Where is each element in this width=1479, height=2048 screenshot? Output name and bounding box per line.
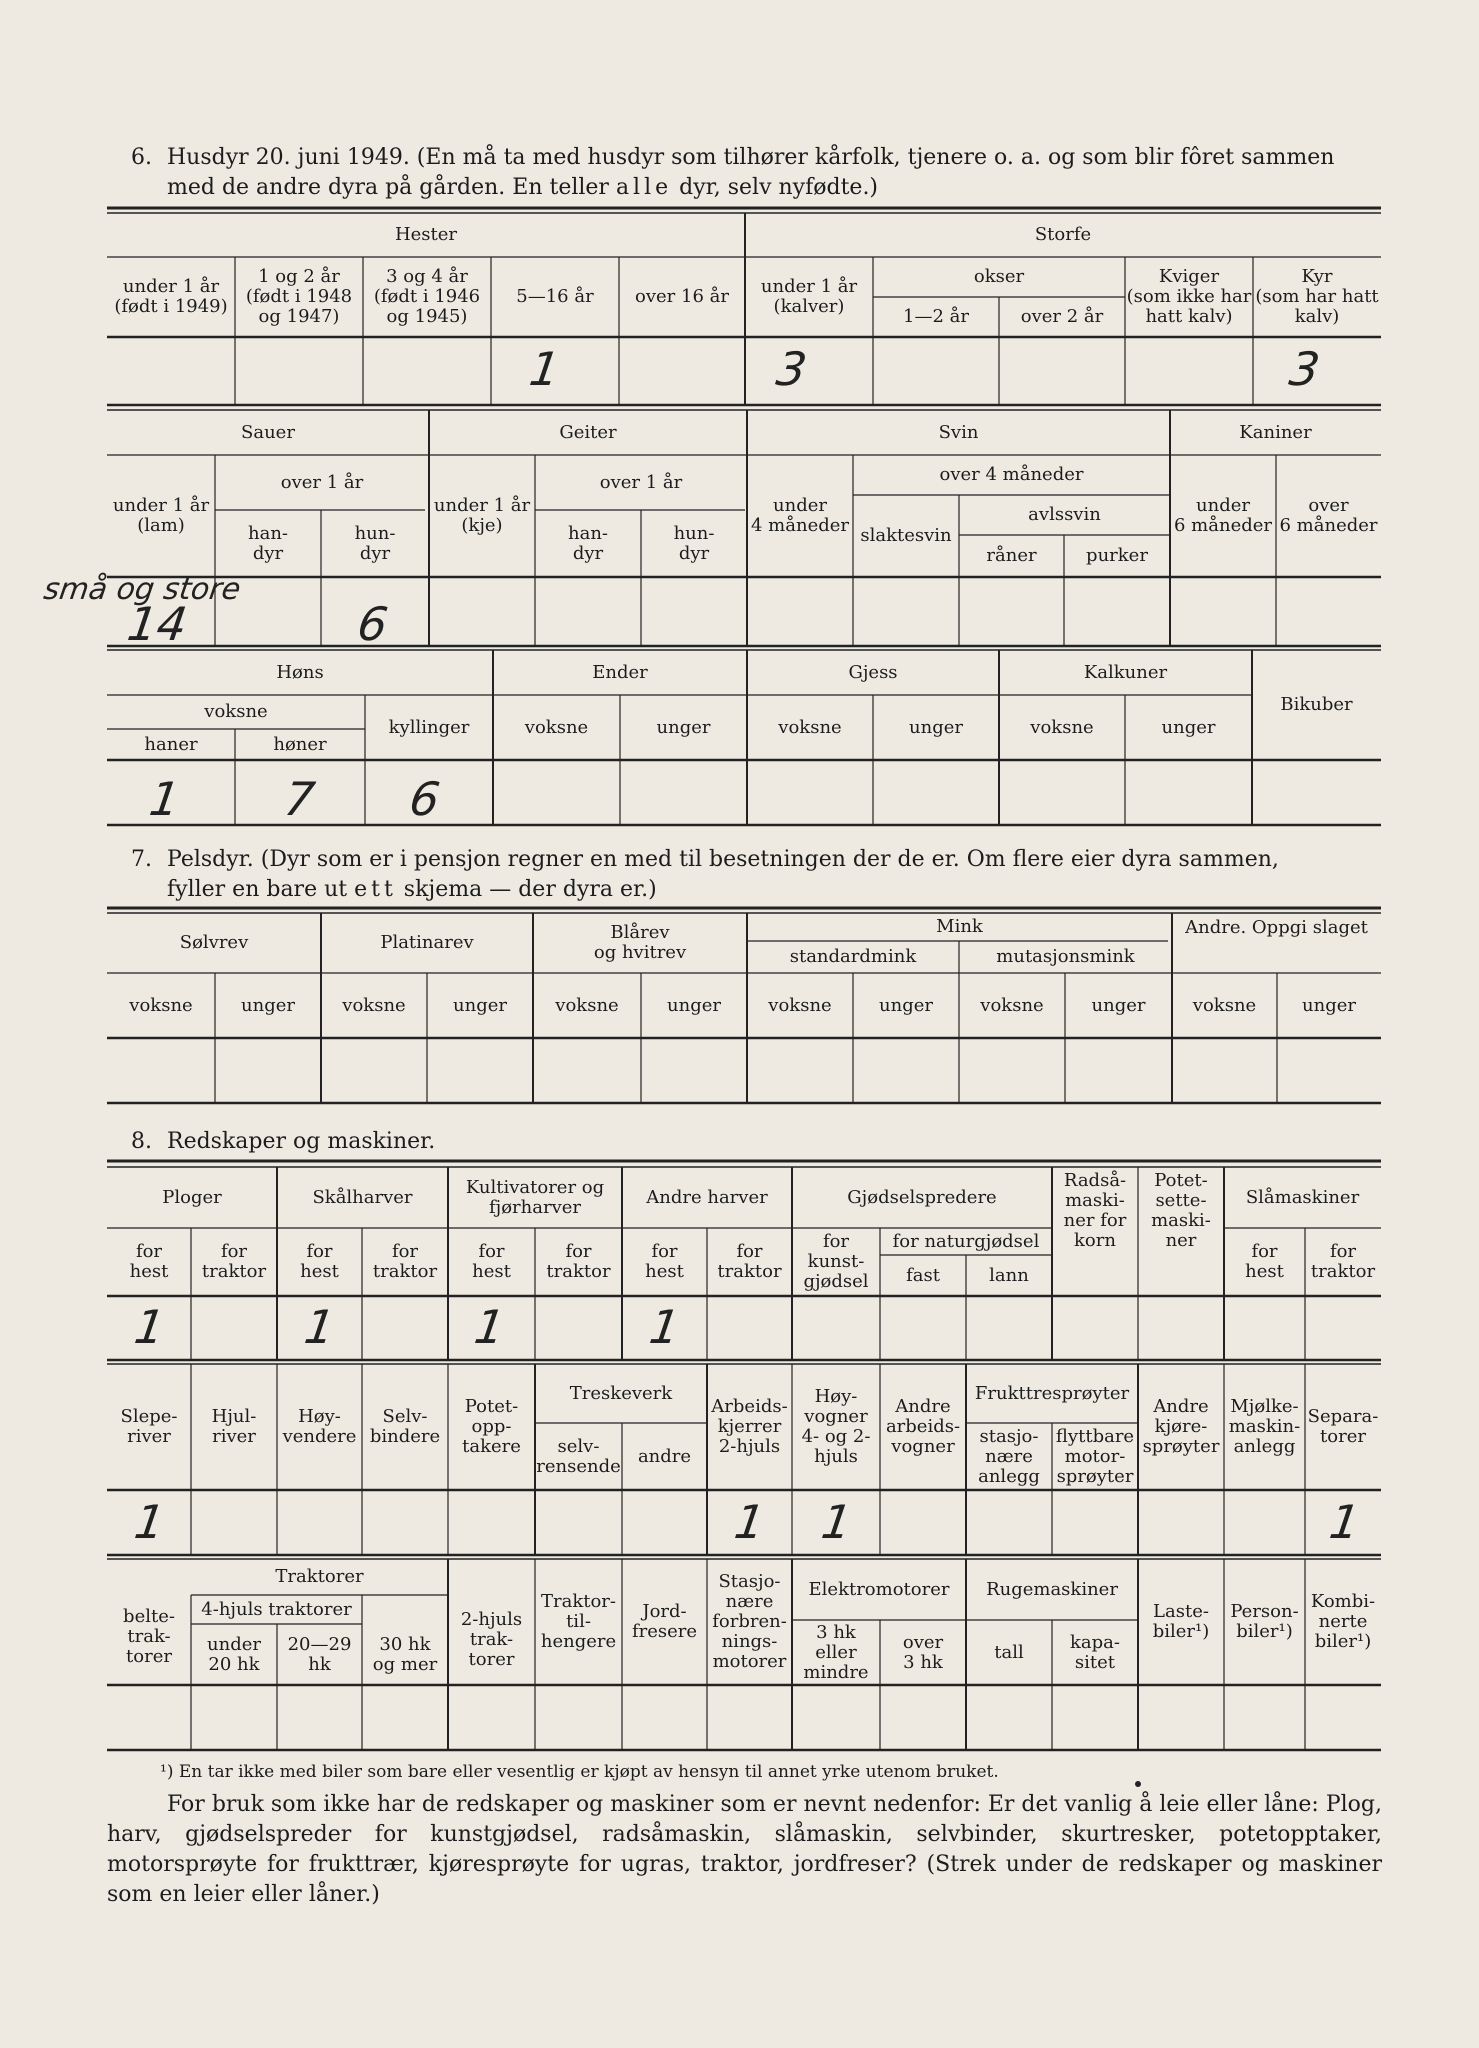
solvrev-header: Sølvrev xyxy=(179,932,249,953)
rental-note: For bruk som ikke har de redskaper og maskiner som er nevnt nedenfor: Er det vanlig å leie eller låne: Plog, harv, gjødselspreder for kunstgjødsel, radsåmaskin, slåmaskin, selvbinder, skurtresker, potetopptaker, motorsprøyte for frukttrær, kjøresprøyte for ugras, traktor, jordfreser? (Strek under de redskaper og maskiner som en leier eller låner.) xyxy=(107,1792,1382,1907)
hons-voksne: voksne xyxy=(204,701,268,722)
platinarev-unger: unger xyxy=(453,994,507,1016)
traktortilhengere-header: Traktor- til- hengere xyxy=(540,1591,617,1652)
frukttresproyter-header: Frukttresprøyter xyxy=(974,1382,1130,1404)
treskeverk-selvrensende: selv- rensende xyxy=(536,1435,621,1477)
hw-sma-og-store: små og store xyxy=(41,572,243,607)
frukt-flyttbare: flyttbare motor- sprøyter xyxy=(1055,1425,1135,1487)
mutasjonsmink-voksne: voksne xyxy=(980,994,1044,1016)
gjodsel-kunst: for kunst- gjødsel xyxy=(803,1231,869,1292)
sauer-lam: under 1 år (lam) xyxy=(112,495,210,536)
treskeverk-header: Treskeverk xyxy=(569,1382,673,1404)
traktor-30-og-mer: 30 hk og mer xyxy=(372,1633,438,1675)
andre-arbeidsvogner-header: Andre arbeids- vogner xyxy=(885,1396,961,1457)
kjoresproyter-header: Andre kjøre- sprøyter xyxy=(1142,1396,1220,1457)
hester-col-1-2: 1 og 2 år (født i 1948 og 1947) xyxy=(245,266,353,327)
gjodsel-fast: fast xyxy=(906,1264,940,1286)
andre-voksne: voksne xyxy=(1192,994,1257,1016)
hw-haner: 1 xyxy=(146,772,184,826)
kaniner-over6: over 6 måneder xyxy=(1279,495,1378,536)
kombinerte-biler-header: Kombi- nerte biler¹) xyxy=(1310,1591,1376,1652)
hw-ploger-hest: 1 xyxy=(131,1300,169,1354)
hw-honer: 7 xyxy=(281,772,319,826)
arbeidskjerrer-header: Arbeids- kjerrer 2-hjuls xyxy=(711,1396,788,1457)
hw-kyllinger: 6 xyxy=(406,772,444,826)
ploger-header: Ploger xyxy=(162,1186,222,1208)
hjul-header: Hjul- river xyxy=(211,1406,257,1447)
rugemaskiner-header: Rugemaskiner xyxy=(986,1578,1118,1600)
section-7-number: 7. xyxy=(131,847,152,872)
sauer-header: Sauer xyxy=(241,421,295,443)
personbiler-header: Person- biler¹) xyxy=(1230,1601,1299,1642)
slamaskiner-hest: for hest xyxy=(1245,1241,1284,1282)
frukt-stasjonaere: stasjo- nære anlegg xyxy=(978,1425,1040,1487)
lastebiler-header: Laste- biler¹) xyxy=(1152,1601,1210,1642)
kultivatorer-traktor: for traktor xyxy=(546,1241,611,1282)
hw-andre-harver-hest: 1 xyxy=(646,1300,684,1354)
geiter-kje: under 1 år (kje) xyxy=(433,495,531,536)
footnote: ¹) En tar ikke med biler som bare eller vesentlig er kjøpt av hensyn til annet yrke utenom bruket. xyxy=(160,1762,999,1782)
gjodsel-header: Gjødselspredere xyxy=(847,1186,997,1208)
andre-unger: unger xyxy=(1302,994,1356,1016)
gjess-voksne: voksne xyxy=(778,716,842,738)
hw-hoyvogner: 1 xyxy=(818,1495,856,1549)
blarev-header: Blårev og hvitrev xyxy=(593,922,687,963)
hester-header: Hester xyxy=(394,224,458,245)
forbrenningsmotorer-header: Stasjo- nære forbren- nings- motorer xyxy=(712,1571,787,1672)
mink-header: Mink xyxy=(936,916,983,937)
skalharver-hest: for hest xyxy=(300,1241,339,1282)
traktor-20-29: 20—29 hk xyxy=(287,1633,352,1675)
ender-voksne: voksne xyxy=(524,716,589,738)
slamaskiner-header: Slåmaskiner xyxy=(1245,1186,1360,1208)
gjodsel-lann: lann xyxy=(989,1264,1029,1286)
andre-harver-header: Andre harver xyxy=(646,1186,768,1208)
jordfresere-header: Jord- fresere xyxy=(631,1601,698,1642)
hons-header: Høns xyxy=(276,661,324,683)
separatorer-header: Separa- torer xyxy=(1307,1406,1379,1447)
storfe-header: Storfe xyxy=(1034,224,1092,245)
svin-avlssvin: avlssvin xyxy=(1028,504,1101,525)
storfe-col-kyr: Kyr (som har hatt kalv) xyxy=(1255,266,1379,327)
potetsette-header: Potet- sette- maski- ner xyxy=(1151,1170,1211,1251)
hester-col-3-4: 3 og 4 år (født i 1946 og 1945) xyxy=(373,266,481,327)
solvrev-unger: unger xyxy=(241,994,295,1016)
svin-over4: over 4 måneder xyxy=(939,464,1084,485)
andre-harver-traktor: for traktor xyxy=(717,1241,782,1282)
standardmink-header: standardmink xyxy=(789,946,917,967)
hw-kyr: 3 xyxy=(1286,342,1324,396)
section-8-number: 8. xyxy=(131,1129,152,1154)
svin-purker: purker xyxy=(1086,545,1148,566)
geiter-header: Geiter xyxy=(559,421,617,443)
ender-header: Ender xyxy=(592,661,648,683)
hw-sauer-hundyr: 6 xyxy=(354,597,392,651)
hoyvogner-header: Høy- vogner 4- og 2- hjuls xyxy=(801,1386,871,1467)
hw-sleperiver: 1 xyxy=(131,1495,169,1549)
standardmink-unger: unger xyxy=(879,994,933,1016)
geiter-over1: over 1 år xyxy=(599,471,683,493)
hester-col-over16: over 16 år xyxy=(635,286,729,307)
treskeverk-andre: andre xyxy=(637,1445,692,1467)
hester-col-5-16: 5—16 år xyxy=(516,286,594,307)
section-6-line1: Husdyr 20. juni 1949. (En må ta med husdyr som tilhører kårfolk, tjenere o. a. og som blir fôret sammen xyxy=(167,145,1335,170)
kalkuner-unger: unger xyxy=(1161,716,1216,738)
ploger-hest: for hest xyxy=(129,1241,169,1282)
slamaskiner-traktor: for traktor xyxy=(1310,1241,1376,1282)
hw-arbeidskjerrer: 1 xyxy=(731,1495,769,1549)
mutasjonsmink-header: mutasjonsmink xyxy=(996,946,1135,967)
radsa-header: Radså- maski- ner for korn xyxy=(1063,1170,1127,1251)
storfe-col-okser-over2: over 2 år xyxy=(1020,306,1104,327)
hoyvendere-header: Høy- vendere xyxy=(282,1406,357,1447)
geiter-handyr: han- dyr xyxy=(568,522,608,564)
hw-skalharver-hest: 1 xyxy=(301,1300,339,1354)
ploger-traktor: for traktor xyxy=(201,1241,267,1282)
potetopptakere-header: Potet- opp- takere xyxy=(462,1396,521,1457)
sauer-handyr: han- dyr xyxy=(248,522,288,564)
blarev-voksne: voksne xyxy=(555,994,619,1016)
elektromotorer-header: Elektromotorer xyxy=(808,1578,950,1600)
traktorer-header: Traktorer xyxy=(275,1566,364,1587)
hons-honer: høner xyxy=(273,733,327,755)
traktor-under20: under 20 hk xyxy=(207,1633,261,1675)
hons-kyllinger: kyllinger xyxy=(388,716,470,738)
gjess-header: Gjess xyxy=(848,661,898,683)
svin-raner: råner xyxy=(986,545,1037,566)
platinarev-header: Platinarev xyxy=(380,932,474,953)
slepe-header: Slepe- river xyxy=(120,1406,178,1447)
firehjuls-header: 4-hjuls traktorer xyxy=(201,1598,352,1620)
storfe-col-okser: okser xyxy=(973,266,1025,287)
sauer-hundyr: hun- dyr xyxy=(354,522,396,564)
elektro-over3: over 3 hk xyxy=(902,1631,944,1673)
ruge-tall: tall xyxy=(994,1641,1024,1663)
kultivatorer-header: Kultivatorer og fjørharver xyxy=(465,1176,605,1218)
standardmink-voksne: voksne xyxy=(768,994,832,1016)
hw-kalver: 3 xyxy=(773,342,811,396)
blarev-unger: unger xyxy=(667,994,721,1016)
svin-header: Svin xyxy=(938,421,979,443)
storfe-col-kalver: under 1 år (kalver) xyxy=(760,276,858,317)
kultivatorer-hest: for hest xyxy=(472,1241,511,1282)
hons-haner: haner xyxy=(144,733,198,755)
gjess-unger: unger xyxy=(909,716,963,738)
gjodsel-natur: for naturgjødsel xyxy=(892,1230,1040,1252)
section-8-title: Redskaper og maskiner. xyxy=(167,1129,436,1154)
hw-separatorer: 1 xyxy=(1326,1495,1364,1549)
storfe-col-kviger: Kviger (som ikke har hatt kalv) xyxy=(1126,266,1252,327)
hw-hester-5-16: 1 xyxy=(526,342,564,396)
andre-harver-hest: for hest xyxy=(645,1241,684,1282)
hw-kultivatorer-hest: 1 xyxy=(471,1300,509,1354)
skalharver-header: Skålharver xyxy=(312,1186,413,1208)
bikuber-header: Bikuber xyxy=(1280,694,1353,715)
svin-under4: under 4 måneder xyxy=(751,495,849,536)
sauer-over1: over 1 år xyxy=(280,471,364,493)
section-7-line1: Pelsdyr. (Dyr som er i pensjon regner en med til besetningen der de er. Om flere eier dyra sammen, xyxy=(167,847,1279,872)
kaniner-under6: under 6 måneder xyxy=(1174,495,1272,536)
svin-slaktesvin: slaktesvin xyxy=(860,525,952,546)
storfe-col-okser-1-2: 1—2 år xyxy=(903,306,969,327)
hester-col-under1: under 1 år (født i 1949) xyxy=(114,276,228,317)
selvbindere-header: Selv- bindere xyxy=(369,1406,441,1447)
kaniner-header: Kaniner xyxy=(1239,421,1312,443)
section-6-line2: med de andre dyra på gården. En teller alle dyr, selv nyfødte.) xyxy=(167,175,879,200)
ink-dot xyxy=(1135,1781,1141,1787)
mjolkemaskin-header: Mjølke- maskin- anlegg xyxy=(1228,1396,1301,1457)
andre-pelsdyr-header: Andre. Oppgi slaget xyxy=(1185,917,1368,938)
ruge-kapasitet: kapa- sitet xyxy=(1070,1631,1120,1673)
platinarev-voksne: voksne xyxy=(342,994,406,1016)
section-7-line2: fyller en bare ut ett skjema — der dyra er.) xyxy=(167,877,657,902)
skalharver-traktor: for traktor xyxy=(372,1241,438,1282)
solvrev-voksne: voksne xyxy=(129,994,193,1016)
kalkuner-header: Kalkuner xyxy=(1083,661,1168,683)
geiter-hundyr: hun- dyr xyxy=(673,522,715,564)
ender-unger: unger xyxy=(656,716,711,738)
kalkuner-voksne: voksne xyxy=(1030,716,1094,738)
mutasjonsmink-unger: unger xyxy=(1091,994,1146,1016)
section-6-number: 6. xyxy=(131,145,152,170)
elektro-3hk: 3 hk eller mindre xyxy=(803,1621,869,1683)
hw-lam: 14 xyxy=(124,597,191,651)
beltetraktorer-header: belte- trak- torer xyxy=(123,1606,175,1667)
tohjuls-traktorer: 2-hjuls trak- torer xyxy=(460,1609,523,1670)
